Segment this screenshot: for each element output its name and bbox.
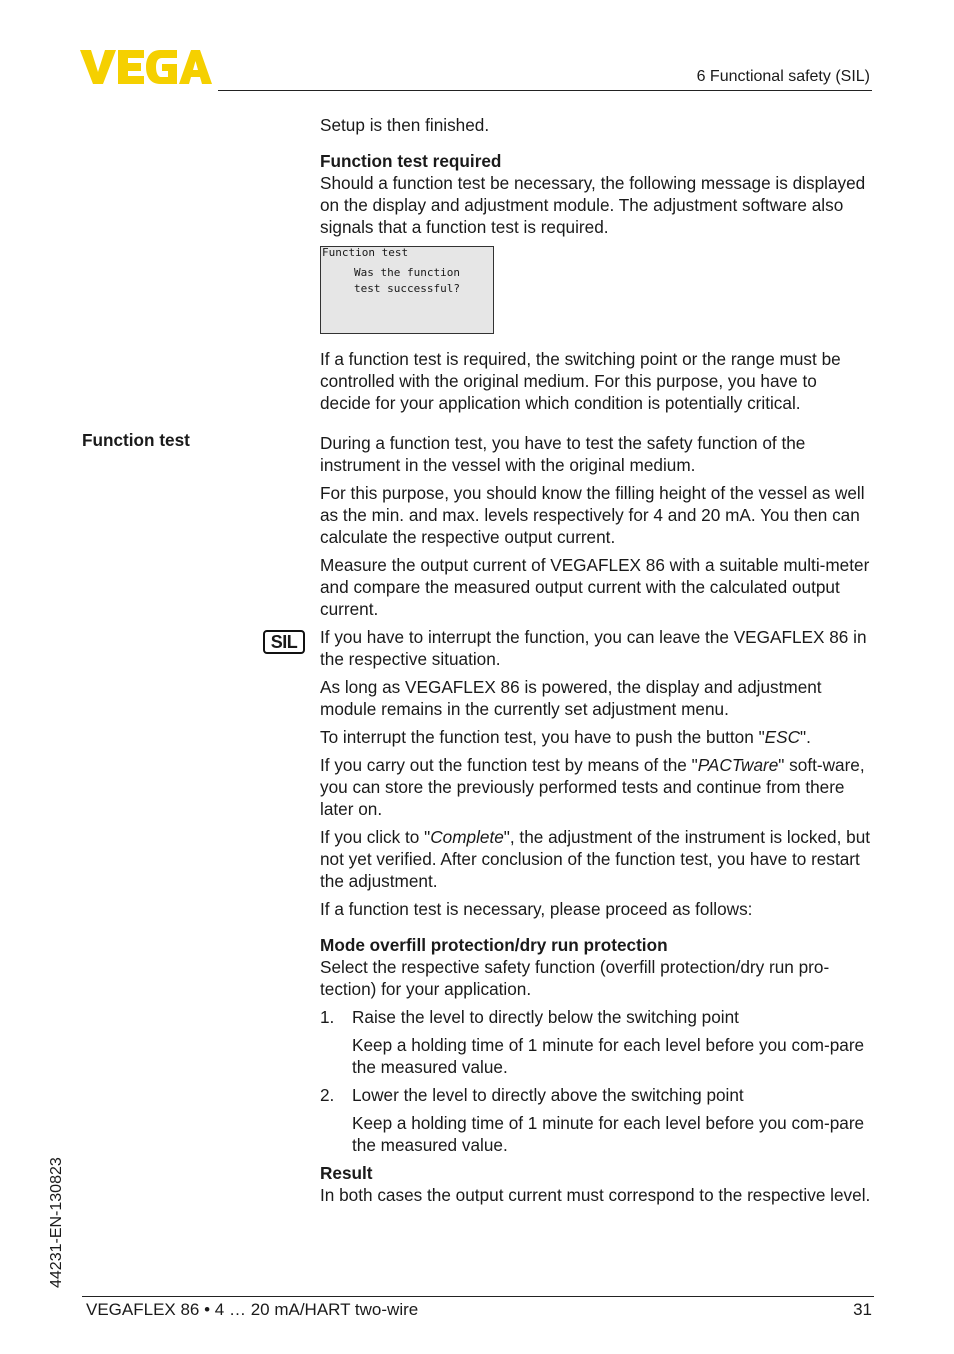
main-content bbox=[320, 114, 872, 1212]
list-item bbox=[320, 1006, 872, 1028]
function-test-paragraph: If you have to interrupt the function, you can leave the VEGAFLEX 86 in the respective situation. bbox=[320, 627, 867, 669]
display-title: Function test bbox=[322, 246, 409, 259]
result-text: In both cases the output current must correspond to the respective level. bbox=[320, 1185, 871, 1205]
step-number: 2. bbox=[320, 1085, 335, 1105]
mode-text: Select the respective safety function (overfill protection/dry run pro-tection) for your application. bbox=[320, 957, 830, 999]
setup-finished-text: Setup is then finished. bbox=[320, 115, 490, 135]
step-text: Raise the level to directly below the switching point bbox=[352, 1007, 739, 1027]
list-item bbox=[320, 1084, 872, 1106]
function-test-paragraph: Measure the output current of VEGAFLEX 86 with a suitable multi-meter and compare the measured output current with the calculated output current. bbox=[320, 555, 870, 619]
function-test-paragraph: For this purpose, you should know the filling height of the vessel as well as the min. and max. levels respectively for 4 and 20 mA. You then can calculate the respective output current. bbox=[320, 483, 865, 547]
footer-divider bbox=[82, 1296, 874, 1297]
step-number: 1. bbox=[320, 1007, 335, 1027]
complete-paragraph: If you click to "Complete", the adjustment of the instrument is locked, but not yet verified. After conclusion of the function test, you have to restart the adjustment. bbox=[320, 827, 871, 891]
page-number: 31 bbox=[853, 1300, 872, 1319]
esc-paragraph: To interrupt the function test, you have to push the button "ESC". bbox=[320, 727, 811, 747]
mode-heading: Mode overfill protection/dry run protection bbox=[320, 935, 668, 955]
result-heading: Result bbox=[320, 1163, 373, 1183]
complete-option-name: Complete bbox=[430, 827, 504, 847]
document-id: 44231-EN-130823 bbox=[48, 1157, 65, 1288]
function-test-required-text: Should a function test be necessary, the following message is displayed on the display and adjustment module. The adjustment software also signals that a function test is required. bbox=[320, 173, 866, 237]
header-divider bbox=[218, 90, 872, 91]
header-section-title: 6 Functional safety (SIL) bbox=[696, 68, 870, 85]
function-test-required-heading: Function test required bbox=[320, 151, 502, 171]
sil-badge-icon: SIL bbox=[263, 630, 305, 654]
function-test-paragraph: As long as VEGAFLEX 86 is powered, the display and adjustment module remains in the currently set adjustment menu. bbox=[320, 677, 822, 719]
after-display-text: If a function test is required, the switching point or the range must be controlled with the original medium. For this purpose, you have to decide for your application which condition is potentially critical. bbox=[320, 349, 841, 413]
step-subtext: Keep a holding time of 1 minute for each level before you com-pare the measured value. bbox=[352, 1113, 865, 1155]
pactware-name: PACTware bbox=[697, 755, 779, 775]
function-test-paragraph: During a function test, you have to test the safety function of the instrument in the vessel with the original medium. bbox=[320, 433, 806, 475]
footer-product: VEGAFLEX 86 • 4 … 20 mA/HART two-wire bbox=[86, 1300, 419, 1319]
vega-logo bbox=[80, 50, 212, 86]
step-text: Lower the level to directly above the switching point bbox=[352, 1085, 744, 1105]
pactware-paragraph: If you carry out the function test by means of the "PACTware" soft-ware, you can store the previously performed tests and continue from there later on. bbox=[320, 755, 865, 819]
display-screen bbox=[320, 246, 494, 334]
step-subtext: Keep a holding time of 1 minute for each level before you com-pare the measured value. bbox=[352, 1035, 865, 1077]
proceed-paragraph: If a function test is necessary, please proceed as follows: bbox=[320, 899, 753, 919]
function-test-side-heading: Function test bbox=[82, 430, 190, 450]
display-message: Was the function test successful? bbox=[354, 266, 460, 295]
esc-button-name: ESC bbox=[764, 727, 801, 747]
